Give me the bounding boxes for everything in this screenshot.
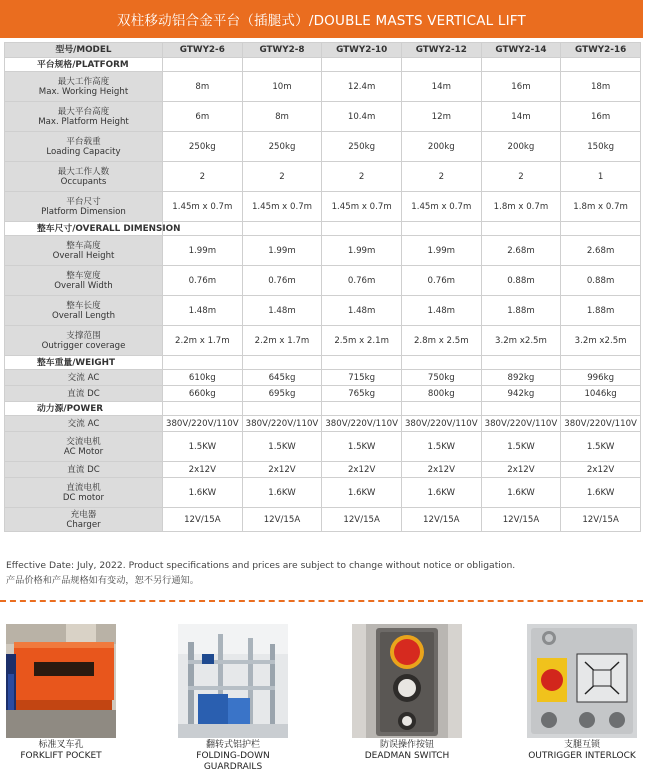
section-header-row: [5, 222, 641, 236]
row-label-en: DC motor: [62, 492, 105, 503]
row-label: [5, 236, 163, 266]
table-cell: 1.6KW: [163, 478, 243, 508]
section-blank-cell: [481, 356, 561, 370]
row-label: [5, 132, 163, 162]
row-label-zh: 直流 DC: [67, 388, 100, 399]
table-row: [5, 162, 641, 192]
row-label-zh: 平台尺寸: [66, 196, 101, 207]
section-blank-cell: [401, 356, 481, 370]
table-cell: 1.99m: [322, 236, 402, 266]
table-cell: 1.5KW: [242, 432, 322, 462]
row-label: [5, 478, 163, 508]
price-note-zh: 产品价格和产品规格如有变动，恕不另行通知。: [6, 575, 199, 586]
row-label: [5, 508, 163, 532]
row-label-zh: 最大工作高度: [57, 76, 110, 87]
row-label-en: Overall Height: [52, 250, 115, 261]
table-row: [5, 132, 641, 162]
table-cell: 12m: [401, 102, 481, 132]
table-row: [5, 478, 641, 508]
row-label-zh: 交流 AC: [67, 372, 100, 383]
table-cell: 1.8m x 0.7m: [481, 192, 561, 222]
table-cell: 1.48m: [163, 296, 243, 326]
table-cell: 1.48m: [242, 296, 322, 326]
table-row: [5, 462, 641, 478]
row-label: [5, 266, 163, 296]
effective-date-note: Effective Date: July, 2022. Product specifications and prices are subject to change without notice or obligation.: [6, 560, 516, 571]
table-cell: 2.2m x 1.7m: [242, 326, 322, 356]
feature-label-zh: 支腿互锁: [563, 740, 600, 750]
deadman-switch-photo: [352, 624, 462, 738]
section-blank-cell: [322, 356, 402, 370]
row-label: [5, 296, 163, 326]
table-cell: 12V/15A: [163, 508, 243, 532]
table-cell: 2.68m: [561, 236, 641, 266]
table-cell: 942kg: [481, 386, 561, 402]
forklift-pocket-photo: [6, 624, 116, 738]
table-row: [5, 326, 641, 356]
table-cell: 2x12V: [481, 462, 561, 478]
row-label: [5, 386, 163, 402]
table-cell: 380V/220V/110V: [561, 416, 641, 432]
table-cell: 1.6KW: [401, 478, 481, 508]
table-cell: 1.5KW: [481, 432, 561, 462]
table-cell: 1.6KW: [561, 478, 641, 508]
table-cell: 3.2m x2.5m: [481, 326, 561, 356]
section-blank-cell: [163, 356, 243, 370]
table-cell: 0.76m: [242, 266, 322, 296]
table-cell: 660kg: [163, 386, 243, 402]
table-cell: 250kg: [322, 132, 402, 162]
table-row: [5, 236, 641, 266]
model-name: GTWY2-6: [163, 43, 243, 58]
table-cell: 150kg: [561, 132, 641, 162]
section-divider: [0, 600, 643, 602]
table-cell: 0.88m: [561, 266, 641, 296]
table-cell: 16m: [561, 102, 641, 132]
section-title: 整车重量/WEIGHT: [5, 356, 163, 370]
section-blank-cell: [242, 356, 322, 370]
table-cell: 1.8m x 0.7m: [561, 192, 641, 222]
row-label-en: Occupants: [60, 176, 107, 187]
table-row: [5, 386, 641, 402]
table-cell: 250kg: [242, 132, 322, 162]
table-cell: 14m: [401, 72, 481, 102]
row-label-zh: 整车高度: [66, 240, 101, 251]
table-cell: 2.8m x 2.5m: [401, 326, 481, 356]
model-header: 型号/MODEL: [5, 43, 163, 58]
section-blank-cell: [401, 58, 481, 72]
table-cell: 2: [322, 162, 402, 192]
row-label-en: Outrigger coverage: [41, 340, 126, 351]
section-blank-cell: [561, 58, 641, 72]
section-title: 动力源/POWER: [5, 402, 163, 416]
table-cell: 996kg: [561, 370, 641, 386]
row-label-zh: 交流 AC: [67, 418, 100, 429]
table-cell: 16m: [481, 72, 561, 102]
table-row: [5, 102, 641, 132]
table-cell: 2: [242, 162, 322, 192]
row-label-zh: 充电器: [70, 509, 97, 520]
row-label-zh: 平台载重: [66, 136, 101, 147]
section-header-row: [5, 58, 641, 72]
feature-label-zh: 标准叉车孔: [38, 740, 84, 750]
row-label: [5, 370, 163, 386]
model-name: GTWY2-8: [242, 43, 322, 58]
table-cell: 12.4m: [322, 72, 402, 102]
table-cell: 10m: [242, 72, 322, 102]
table-cell: 380V/220V/110V: [163, 416, 243, 432]
row-label: [5, 416, 163, 432]
model-name: GTWY2-10: [322, 43, 402, 58]
section-blank-cell: [322, 222, 402, 236]
table-cell: 1.45m x 0.7m: [401, 192, 481, 222]
table-cell: 1.5KW: [561, 432, 641, 462]
table-cell: 892kg: [481, 370, 561, 386]
table-cell: 12V/15A: [481, 508, 561, 532]
table-row: [5, 370, 641, 386]
section-title: 平台规格/PLATFORM: [5, 58, 163, 72]
table-cell: 1.45m x 0.7m: [322, 192, 402, 222]
feature-label-en: OUTRIGGER INTERLOCK: [528, 751, 636, 761]
table-cell: 12V/15A: [561, 508, 641, 532]
table-cell: 2x12V: [322, 462, 402, 478]
row-label-zh: 最大工作人数: [57, 166, 110, 177]
table-cell: 12V/15A: [322, 508, 402, 532]
section-blank-cell: [401, 222, 481, 236]
table-cell: 1.6KW: [481, 478, 561, 508]
table-cell: 1.6KW: [322, 478, 402, 508]
table-cell: 6m: [163, 102, 243, 132]
section-title: 整车尺寸/OVERALL DIMENSION: [5, 222, 163, 236]
table-cell: 695kg: [242, 386, 322, 402]
section-header-row: [5, 402, 641, 416]
table-cell: 2.68m: [481, 236, 561, 266]
table-cell: 1.6KW: [242, 478, 322, 508]
table-cell: 800kg: [401, 386, 481, 402]
table-cell: 2x12V: [163, 462, 243, 478]
table-cell: 200kg: [481, 132, 561, 162]
table-cell: 1.99m: [163, 236, 243, 266]
table-cell: 2: [401, 162, 481, 192]
row-label-en: Max. Platform Height: [38, 116, 129, 127]
row-label: [5, 432, 163, 462]
table-cell: 1.48m: [322, 296, 402, 326]
model-name: GTWY2-16: [561, 43, 641, 58]
table-cell: 1: [561, 162, 641, 192]
row-label-en: Overall Length: [51, 310, 116, 321]
table-cell: 1.5KW: [401, 432, 481, 462]
row-label-en: Loading Capacity: [46, 146, 121, 157]
spec-table: [4, 42, 641, 532]
feature-label-en: FOLDING-DOWN GUARDRAILS: [196, 751, 270, 772]
row-label-zh: 交流电机: [66, 436, 101, 447]
table-cell: 2x12V: [561, 462, 641, 478]
section-header-row: [5, 356, 641, 370]
outrigger-interlock-photo: [527, 624, 637, 738]
table-cell: 1.88m: [481, 296, 561, 326]
row-label-en: AC Motor: [63, 446, 104, 457]
table-cell: 1.88m: [561, 296, 641, 326]
table-cell: 8m: [242, 102, 322, 132]
row-label-zh: 直流电机: [66, 482, 101, 493]
table-cell: 380V/220V/110V: [481, 416, 561, 432]
table-cell: 1.48m: [401, 296, 481, 326]
table-cell: 1.45m x 0.7m: [242, 192, 322, 222]
row-label: [5, 192, 163, 222]
table-cell: 2.2m x 1.7m: [163, 326, 243, 356]
section-blank-cell: [322, 58, 402, 72]
table-cell: 0.88m: [481, 266, 561, 296]
table-cell: 2x12V: [242, 462, 322, 478]
table-cell: 10.4m: [322, 102, 402, 132]
section-blank-cell: [561, 222, 641, 236]
table-cell: 14m: [481, 102, 561, 132]
section-blank-cell: [481, 402, 561, 416]
guardrail-photo: [178, 624, 288, 738]
table-cell: 1.5KW: [163, 432, 243, 462]
table-cell: 250kg: [163, 132, 243, 162]
page-title: 双柱移动铝合金平台（插腿式）/DOUBLE MASTS VERTICAL LIFT: [0, 0, 643, 38]
row-label: [5, 462, 163, 478]
table-cell: 12V/15A: [401, 508, 481, 532]
table-cell: 645kg: [242, 370, 322, 386]
table-row: [5, 508, 641, 532]
section-blank-cell: [561, 356, 641, 370]
feature-label-en: DEADMAN SWITCH: [364, 751, 450, 761]
table-row: [5, 72, 641, 102]
table-cell: 2x12V: [401, 462, 481, 478]
section-blank-cell: [401, 402, 481, 416]
table-cell: 750kg: [401, 370, 481, 386]
table-cell: 1046kg: [561, 386, 641, 402]
row-label: [5, 102, 163, 132]
table-cell: 3.2m x2.5m: [561, 326, 641, 356]
table-row: [5, 432, 641, 462]
row-label-zh: 整车宽度: [66, 270, 101, 281]
row-label-zh: 整车长度: [66, 300, 101, 311]
table-cell: 380V/220V/110V: [242, 416, 322, 432]
feature-label-en: FORKLIFT POCKET: [20, 751, 102, 761]
row-label-en: Overall Width: [54, 280, 113, 291]
table-cell: 1.5KW: [322, 432, 402, 462]
table-cell: 715kg: [322, 370, 402, 386]
row-label-zh: 支撑范围: [66, 330, 101, 341]
row-label-en: Max. Working Height: [38, 86, 129, 97]
table-cell: 380V/220V/110V: [322, 416, 402, 432]
table-header-row: [5, 43, 641, 58]
table-cell: 1.45m x 0.7m: [163, 192, 243, 222]
table-cell: 765kg: [322, 386, 402, 402]
table-cell: 200kg: [401, 132, 481, 162]
row-label-zh: 直流 DC: [67, 464, 100, 475]
row-label-en: Platform Dimension: [41, 206, 126, 217]
table-row: [5, 416, 641, 432]
section-blank-cell: [481, 58, 561, 72]
table-cell: 0.76m: [163, 266, 243, 296]
section-blank-cell: [561, 402, 641, 416]
table-row: [5, 192, 641, 222]
section-blank-cell: [163, 58, 243, 72]
table-cell: 610kg: [163, 370, 243, 386]
row-label: [5, 72, 163, 102]
row-label: [5, 162, 163, 192]
model-name: GTWY2-14: [481, 43, 561, 58]
section-blank-cell: [481, 222, 561, 236]
table-cell: 1.99m: [242, 236, 322, 266]
feature-label-zh: 翻转式铝护栏: [205, 740, 260, 750]
row-label-en: Charger: [66, 519, 101, 530]
table-cell: 2: [481, 162, 561, 192]
table-cell: 18m: [561, 72, 641, 102]
table-cell: 2: [163, 162, 243, 192]
table-cell: 2.5m x 2.1m: [322, 326, 402, 356]
notes: [6, 558, 515, 588]
section-blank-cell: [242, 58, 322, 72]
section-blank-cell: [242, 402, 322, 416]
table-cell: 0.76m: [401, 266, 481, 296]
table-cell: 0.76m: [322, 266, 402, 296]
section-blank-cell: [163, 402, 243, 416]
table-row: [5, 266, 641, 296]
table-cell: 1.99m: [401, 236, 481, 266]
row-label-zh: 最大平台高度: [57, 106, 110, 117]
section-blank-cell: [322, 402, 402, 416]
feature-label-zh: 防误操作按钮: [379, 740, 434, 750]
model-name: GTWY2-12: [401, 43, 481, 58]
table-cell: 380V/220V/110V: [401, 416, 481, 432]
table-cell: 12V/15A: [242, 508, 322, 532]
table-cell: 8m: [163, 72, 243, 102]
table-row: [5, 296, 641, 326]
section-blank-cell: [242, 222, 322, 236]
row-label: [5, 326, 163, 356]
